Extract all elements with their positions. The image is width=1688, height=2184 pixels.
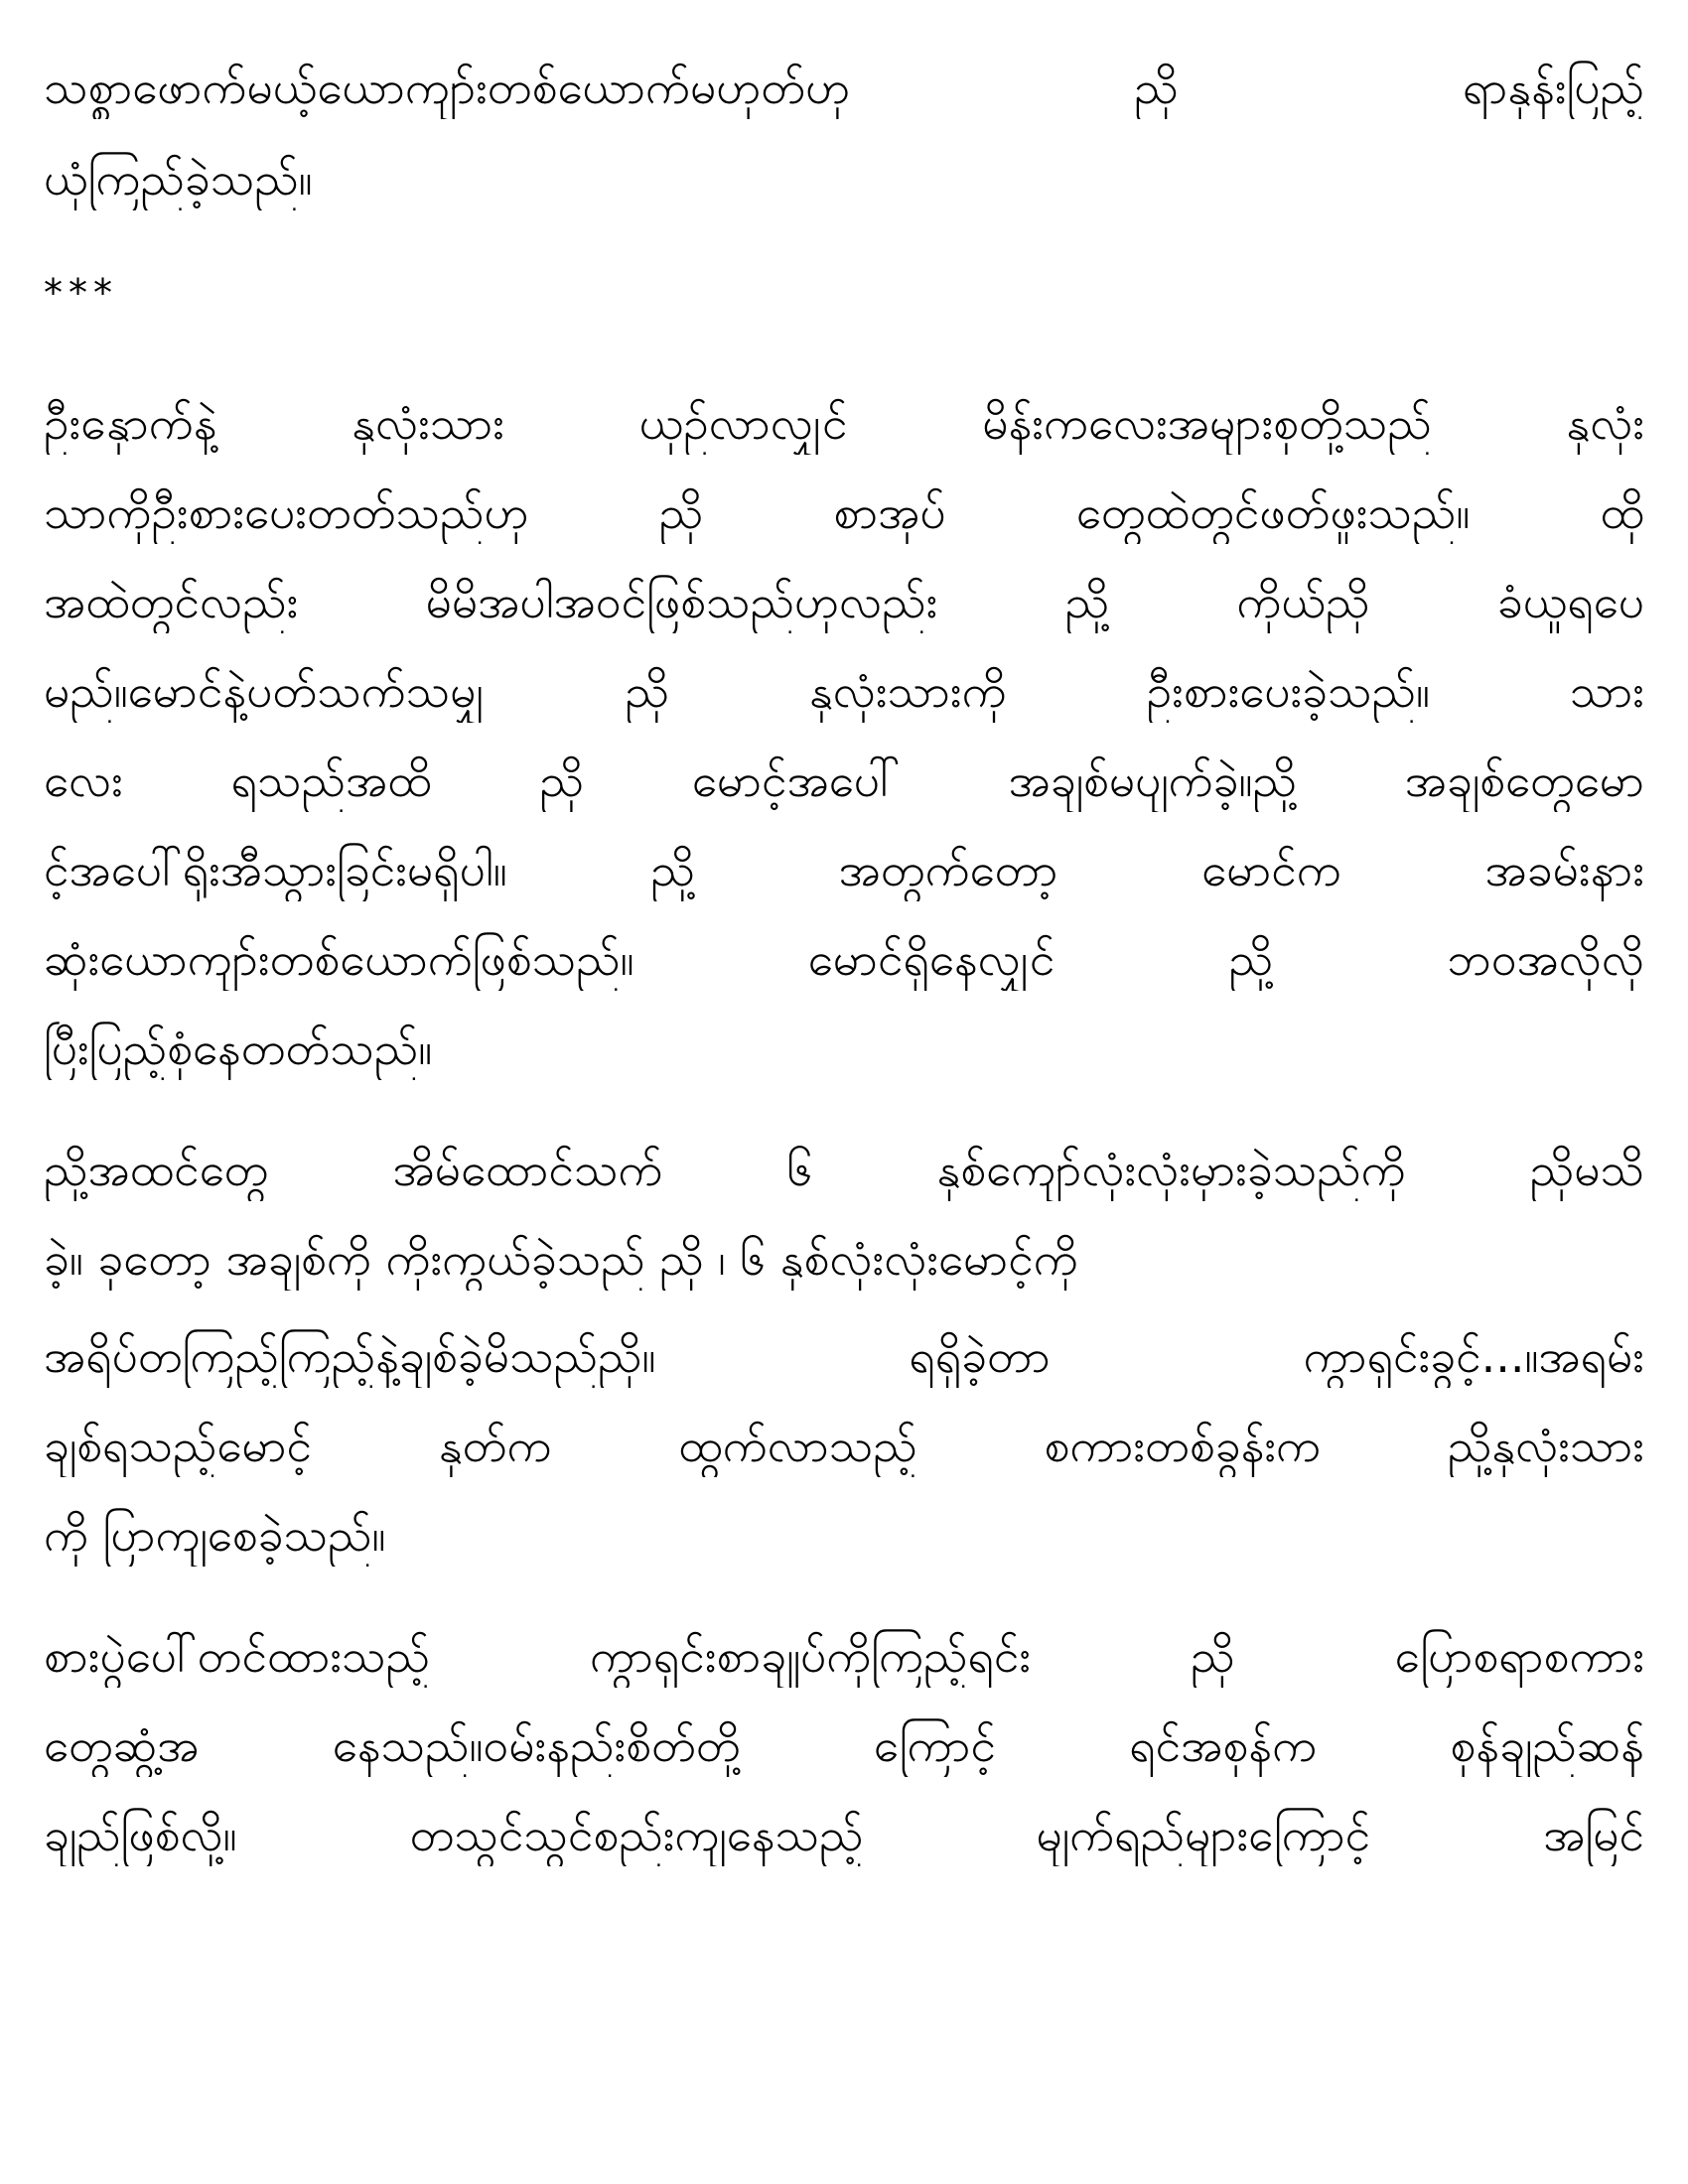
- text-line: သာကိုဦးစားပေးတတ်သည်ဟု ညို စာအုပ် တွေထဲတွင်ဖတ်ဖူးသည်။ ထို: [44, 485, 1644, 539]
- text-line: ညို့အထင်တွေ အိမ်ထောင်သက် ၆ နှစ်ကျော်လုံးလုံးမှားခဲ့သည်ကို ညိုမသိ: [44, 1143, 1644, 1196]
- text-line: မည်။မောင်နဲ့ပတ်သက်သမျှ ညို နှလုံးသားကို ဦးစားပေးခဲ့သည်။ သား: [44, 664, 1644, 718]
- text-line: သစ္စာဖောက်မယ့်ယောကျာ်းတစ်ယောက်မဟုတ်ဟု ညို ရာနုန်းပြည့်: [44, 61, 1644, 114]
- document-page: [44, 0, 1644, 2184]
- text-line: ဦးနှောက်နဲ့ နှလုံးသား ယှဉ်လာလျှင် မိန်းကလေးအများစုတို့သည် နှလုံး: [44, 396, 1644, 450]
- text-line: အထဲတွင်လည်း မိမိအပါအဝင်ဖြစ်သည်ဟုလည်း ညို့ ကိုယ်ညို ခံယူရပေ: [44, 575, 1644, 628]
- text-line: ခဲ့။ ခုတော့ အချစ်ကို ကိုးကွယ်ခဲ့သည် ညို ၊ ၆ နှစ်လုံးလုံးမောင့်ကို: [44, 1232, 1078, 1286]
- text-line: တွေဆွံ့အ နေသည်။ဝမ်းနည်းစိတ်တို့ ကြောင့် ရင်အစုန်က စုန်ချည်ဆန်: [44, 1718, 1644, 1772]
- text-line: င့်အပေါ်ရိုးအီသွားခြင်းမရှိပါ။ ညို့ အတွက်တော့ မောင်က အခမ်းနား: [44, 843, 1644, 896]
- text-line: ချည်ဖြစ်လို့။ တသွင်သွင်စည်းကျနေသည့် မျက်ရည်များကြောင့် အမြင်: [44, 1808, 1644, 1861]
- text-line: လေး ရသည်အထိ ညို မောင့်အပေါ် အချစ်မပျက်ခဲ့။ညို့ အချစ်တွေမော: [44, 753, 1644, 807]
- text-line: ဆုံးယောကျာ်းတစ်ယောက်ဖြစ်သည်။ မောင်ရှိနေလျှင် ညို့ ဘဝအလိုလို: [44, 932, 1644, 986]
- text-line: အရိပ်တကြည့်ကြည့်နဲ့ချစ်ခဲ့မိသည်ညို။ ရရှိခဲ့တာ ကွာရှင်းခွင့်...။အရမ်း: [44, 1329, 1644, 1383]
- text-line: ချစ်ရသည့်မောင့် နုတ်က ထွက်လာသည့် စကားတစ်ခွန်းက ညို့နှလုံးသား: [44, 1419, 1644, 1472]
- text-line: ယုံကြည်ခဲ့သည်။: [44, 152, 313, 205]
- section-separator: ***: [44, 271, 118, 315]
- text-line: ပြီးပြည့်စုံနေတတ်သည်။: [44, 1022, 433, 1075]
- text-line: ကို ပြာကျစေခဲ့သည်။: [44, 1508, 386, 1562]
- text-line: စားပွဲပေါ်တင်ထားသည့် ကွာရှင်းစာချုပ်ကိုကြည့်ရင်း ညို ပြောစရာစကား: [44, 1629, 1644, 1683]
